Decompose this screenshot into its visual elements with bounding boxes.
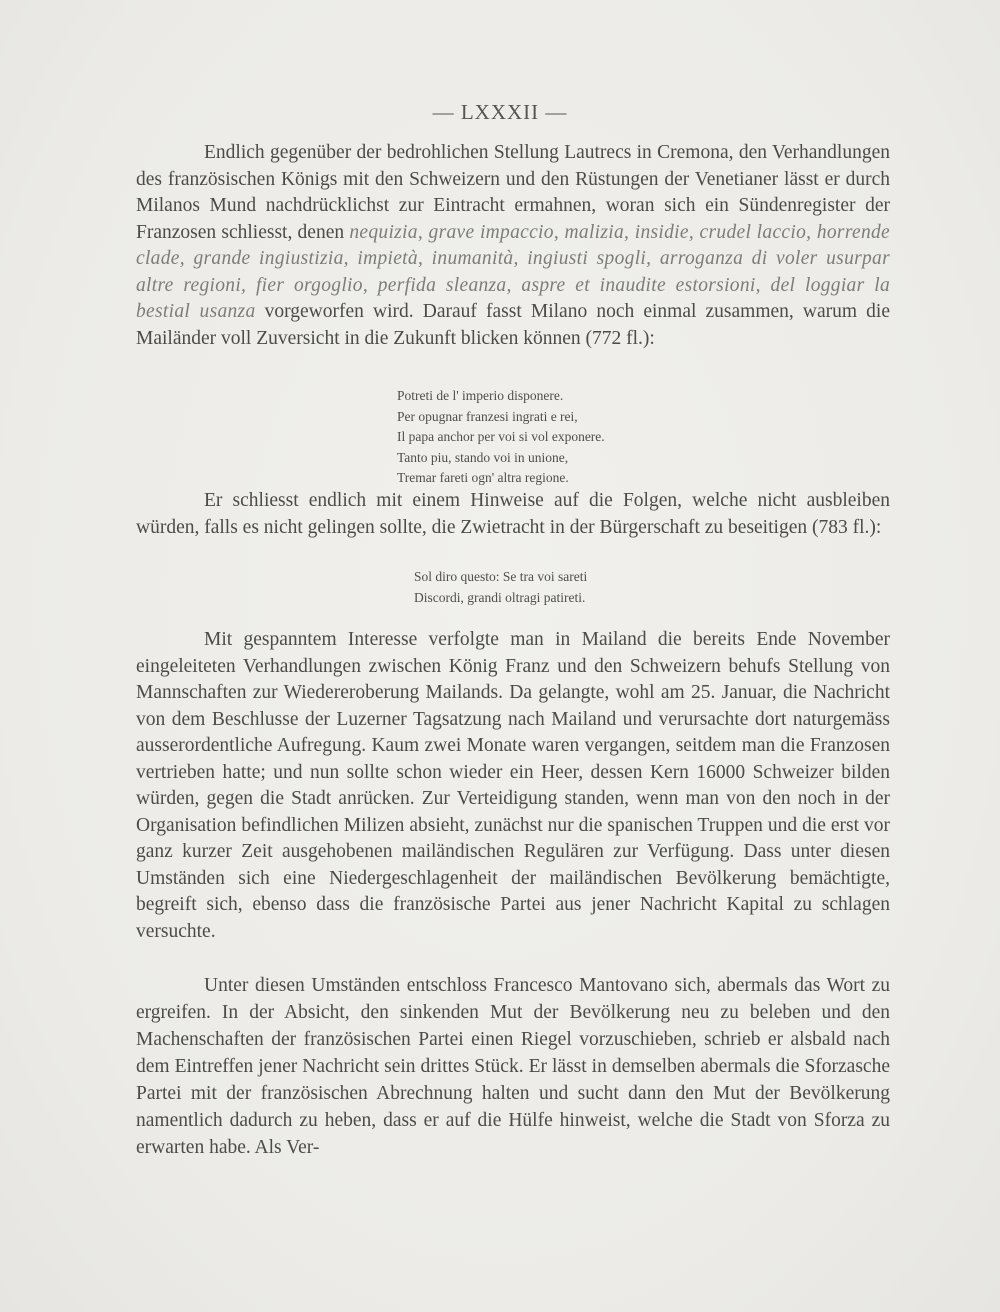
verse-line: Il papa anchor per voi si vol exponere. [397,429,605,445]
verse-block-1 [397,386,605,489]
paragraph-3: Mit gespanntem Interesse verfolgte man in Mailand die bereits Ende November eingeleiteten Verhandlungen zwischen König Franz und den Schweizern behufs Stellung von Mannschaften zur Wiedereroberung Mailands. Da gelangte, wohl am 25. Januar, die Nachricht von dem Beschlusse der Luzerner Tagsatzung nach Mailand und verursachte dort naturgemäss ausserordentliche Aufregung. Kaum zwei Monate waren vergangen, seitdem man die Franzosen vertrieben hatte; und nun sollte schon wieder ein Heer, dessen Kern 16000 Schweizer bilden würden, gegen die Stadt anrücken. Zur Verteidigung standen, wenn man von den noch in der Organisation befindlichen Milizen absieht, zunächst nur die spanischen Truppen und die erst vor ganz kurzer Zeit ausgehobenen mailändischen Regulären zur Verfügung. Dass unter diesen Umständen sich eine Niedergeschlagenheit der mailändischen Bevölkerung bemächtigte, begreift sich, ebenso dass die französische Partei aus jener Nachricht Kapital zu schlagen versuchte. [136,629,890,942]
verse-line: Discordi, grandi oltragi patireti. [414,589,586,605]
verse-line: Sol diro questo: Se tra voi sareti [414,569,588,584]
verse-line: Tanto piu, stando voi in unione, [397,449,569,465]
page-number: — LXXXII — [432,100,568,124]
verse-line: Tremar fareti ogn' altra regione. [397,470,569,486]
paragraph-2: Er schliesst endlich mit einem Hinweise auf die Folgen, welche nicht ausbleiben würden, falls es nicht gelingen sollte, die Zwietracht in der Bürgerschaft zu beseitigen (783 fl.): [136,490,890,538]
verse-block-2 [414,567,587,608]
paragraph-1-italic-quote: nequizia, grave impaccio, malizia, insidie, crudel laccio, horrende clade, grande ingiustizia, impietà, inumanità, ingiusti spogli, arroganza di voler usurpar altre regioni, fier orgoglio, perfida sleanza, aspre et inaudite estorsioni, del loggiar la bestial usanza [136,221,890,322]
paragraph-1-text-before: Endlich gegenüber der bedrohlichen Stellung Lautrecs in Cremona, den Verhandlungen des französischen Königs mit den Schweizern und den Rüstungen der Venetianer lässt er durch Milanos Mund nachdrücklichst zur Eintracht ermahnen, woran sich ein Sündenregister der Franzosen schliesst, denen [136,142,890,243]
verse-line: Per opugnar franzesi ingrati e rei, [397,408,578,424]
paragraph-1-text-after: vorgeworfen wird. Darauf fasst Milano noch einmal zusammen, warum die Mailänder voll Zuversicht in die Zukunft blicken können (772 fl.): [136,301,891,349]
paragraph-1 [136,140,890,352]
verse-line: Potreti de l' imperio disponere. [397,388,564,403]
paragraph-4: Unter diesen Umständen entschloss Francesco Mantovano sich, abermals das Wort zu ergreifen. In der Absicht, den sinkenden Mut der Bevölkerung neu zu beleben und den Machenschaften der französischen Partei einen Riegel vorzuschieben, schrieb er alsbald nach dem Eintreffen jener Nachricht sein drittes Stück. Er lässt in demselben abermals die Sforzasche Partei mit der französischen Abrechnung halten und sucht dann den Mut der Bevölkerung namentlich dadurch zu heben, dass er auf die Hülfe hinweist, welche die Stadt von Sforza zu erwarten habe. Als Ver- [136,975,890,1158]
